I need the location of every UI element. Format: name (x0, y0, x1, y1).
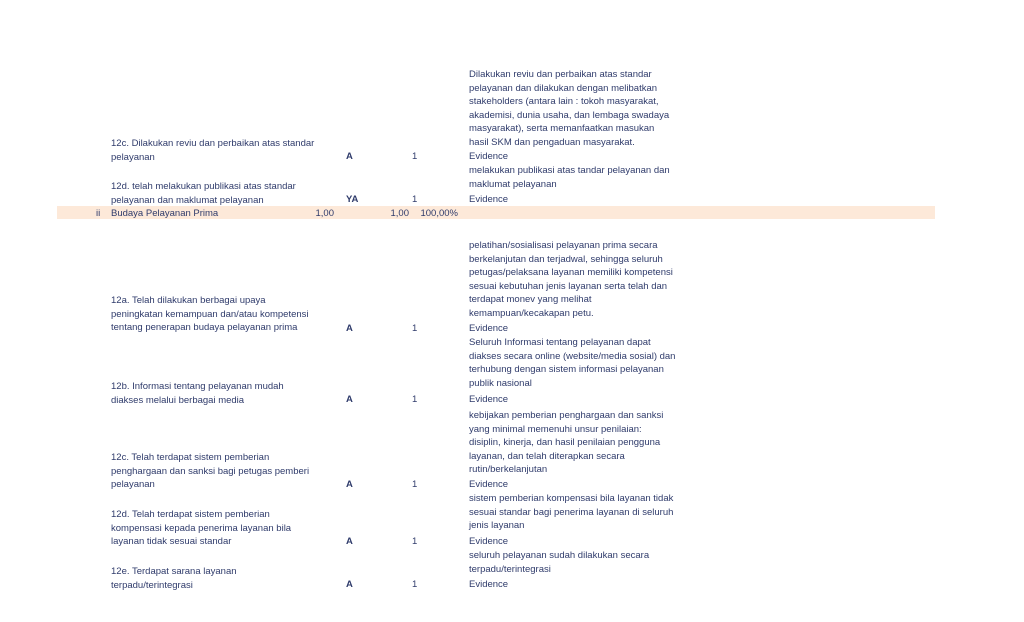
note-line: petugas/pelaksana layanan memiliki kompetensi (469, 267, 673, 279)
criterion-line: 12c. Telah terdapat sistem pemberian (111, 452, 270, 463)
answer-cell[interactable]: A (346, 579, 353, 590)
criterion-line: pelayanan (111, 479, 155, 491)
note-line: layanan, dan telah diterapkan secara (469, 450, 625, 462)
section-value[interactable]: 1,00 (390, 208, 409, 219)
criterion-line: terpadu/terintegrasi (111, 579, 193, 591)
criterion-line: pelayanan (111, 151, 155, 163)
note-cell[interactable] (469, 549, 699, 576)
note-line: terdapat monev yang melihat (469, 294, 592, 306)
note-cell[interactable] (469, 409, 699, 477)
note-cell[interactable] (469, 336, 699, 390)
criterion-cell[interactable] (111, 294, 341, 335)
criterion-cell[interactable] (111, 451, 341, 492)
criterion-line: pelayanan dan maklumat pelayanan (111, 194, 264, 206)
note-line: kebijakan pemberian penghargaan dan sanksi (469, 410, 664, 421)
note-cell[interactable] (469, 164, 699, 191)
criterion-line: layanan tidak sesuai standar (111, 536, 232, 548)
evidence-cell[interactable]: Evidence (469, 479, 509, 490)
criterion-line: 12a. Telah dilakukan berbagai upaya (111, 295, 266, 306)
note-line: diakses secara online (website/media sosial) dan (469, 350, 676, 362)
score-cell[interactable]: 1 (412, 394, 418, 405)
note-line: maklumat pelayanan (469, 178, 557, 190)
criterion-cell[interactable] (111, 380, 341, 407)
note-line: melakukan publikasi atas tandar pelayanan dan (469, 165, 670, 176)
note-line: kemampuan/kecakapan petu. (469, 307, 594, 319)
evidence-cell[interactable]: Evidence (469, 194, 509, 205)
evidence-cell[interactable]: Evidence (469, 323, 509, 334)
answer-cell[interactable]: A (346, 479, 353, 490)
evidence-cell[interactable]: Evidence (469, 394, 509, 405)
criterion-line: 12e. Terdapat sarana layanan (111, 566, 237, 577)
criterion-line: 12c. Dilakukan reviu dan perbaikan atas standar (111, 138, 315, 149)
evidence-cell[interactable]: Evidence (469, 536, 509, 547)
note-cell[interactable] (469, 239, 699, 321)
note-line: Dilakukan reviu dan perbaikan atas standar (469, 69, 652, 80)
note-line: sistem pemberian kompensasi bila layanan tidak (469, 493, 674, 504)
note-line: disiplin, kinerja, dan hasil penilaian pengguna (469, 437, 661, 449)
note-line: publik nasional (469, 377, 532, 389)
criterion-line: kompensasi kepada penerima layanan bila (111, 522, 292, 534)
score-cell[interactable]: 1 (412, 479, 418, 490)
note-line: rutin/berkelanjutan (469, 464, 548, 476)
answer-cell[interactable]: A (346, 151, 353, 162)
note-line: pelatihan/sosialisasi pelayanan prima secara (469, 240, 658, 251)
answer-cell[interactable]: A (346, 536, 353, 547)
note-line: jenis layanan (469, 520, 525, 532)
note-line: berkelanjutan dan terjadwal, sehingga seluruh (469, 253, 663, 265)
section-percent[interactable]: 100,00% (420, 208, 458, 219)
criterion-line: penghargaan dan sanksi bagi petugas pemberi (111, 465, 310, 477)
criterion-line: 12b. Informasi tentang pelayanan mudah (111, 381, 284, 392)
criterion-line: 12d. telah melakukan publikasi atas standar (111, 181, 296, 192)
note-line: Seluruh Informasi tentang pelayanan dapat (469, 337, 651, 348)
criterion-line: diakses melalui berbagai media (111, 394, 245, 406)
answer-cell[interactable]: A (346, 394, 353, 405)
criterion-cell[interactable] (111, 137, 341, 164)
note-line: akademisi, dunia usaha, dan lembaga swadaya (469, 109, 670, 121)
score-cell[interactable]: 1 (412, 579, 418, 590)
evidence-cell[interactable]: Evidence (469, 579, 509, 590)
note-cell[interactable] (469, 492, 699, 533)
note-cell[interactable] (469, 68, 699, 150)
criterion-line: peningkatan kemampuan dan/atau kompetensi (111, 308, 309, 320)
answer-cell[interactable]: A (346, 323, 353, 334)
criterion-cell[interactable] (111, 565, 341, 592)
criterion-line: 12d. Telah terdapat sistem pemberian (111, 509, 270, 520)
criterion-cell[interactable] (111, 180, 341, 207)
answer-cell[interactable]: YA (346, 194, 359, 205)
note-line: pelayanan dan dilakukan dengan melibatkan (469, 82, 658, 94)
criterion-cell[interactable] (111, 508, 341, 549)
note-line: seluruh pelayanan sudah dilakukan secara (469, 550, 650, 561)
note-line: hasil SKM dan pengaduan masyarakat. (469, 136, 635, 148)
score-cell[interactable]: 1 (412, 536, 418, 547)
section-code[interactable]: ii (96, 208, 101, 219)
note-line: sesuai standar bagi penerima layanan di seluruh (469, 506, 674, 518)
evidence-cell[interactable]: Evidence (469, 151, 509, 162)
note-line: stakeholders (antara lain : tokoh masyarakat, (469, 96, 659, 108)
note-line: yang minimal memenuhi unsur penilaian: (469, 423, 642, 435)
score-cell[interactable]: 1 (412, 323, 418, 334)
criterion-line: tentang penerapan budaya pelayanan prima (111, 322, 298, 334)
note-line: sesuai kebutuhan jenis layanan serta telah dan (469, 280, 668, 292)
section-title[interactable]: Budaya Pelayanan Prima (111, 208, 219, 219)
note-line: terhubung dengan sistem informasi pelayanan (469, 364, 664, 376)
note-line: terpadu/terintegrasi (469, 563, 551, 575)
score-cell[interactable]: 1 (412, 194, 418, 205)
note-line: masyarakat), serta memanfaatkan masukan (469, 123, 655, 135)
score-cell[interactable]: 1 (412, 151, 418, 162)
section-weight[interactable]: 1,00 (315, 208, 334, 219)
